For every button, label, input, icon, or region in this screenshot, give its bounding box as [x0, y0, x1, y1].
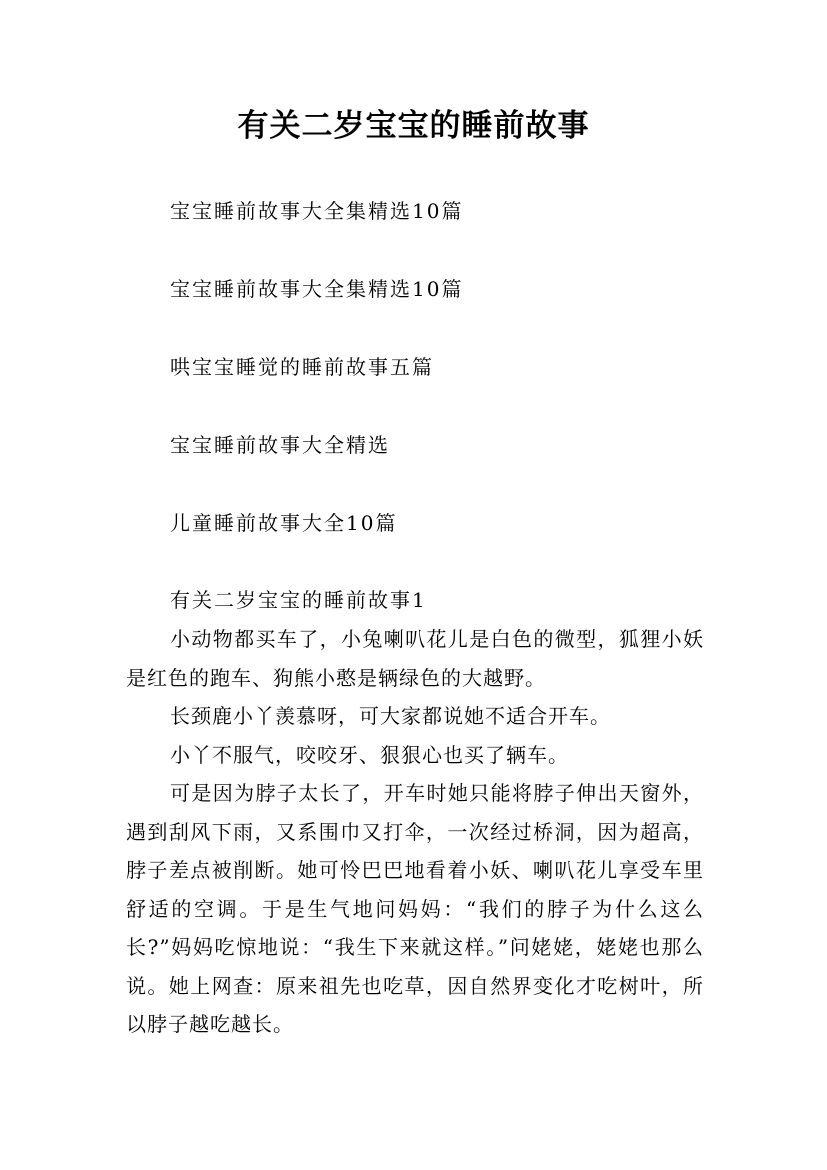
toc-item: 宝宝睡前故事大全精选	[170, 433, 390, 457]
story-paragraph: 小动物都买车了，小兔喇叭花儿是白色的微型，狐狸小妖是红色的跑车、狗熊小憨是辆绿色的大越野。	[126, 627, 704, 690]
story-paragraph: 长颈鹿小丫羡慕呀，可大家都说她不适合开车。	[170, 704, 611, 728]
table-of-contents	[170, 196, 463, 586]
story-body	[126, 620, 704, 1044]
toc-item: 宝宝睡前故事大全集精选10篇	[170, 277, 464, 301]
story-paragraph: 小丫不服气，咬咬牙、狠狠心也买了辆车。	[170, 742, 569, 767]
toc-item: 宝宝睡前故事大全集精选10篇	[170, 199, 464, 223]
story-heading: 有关二岁宝宝的睡前故事1	[170, 588, 427, 612]
toc-item: 儿童睡前故事大全10篇	[170, 511, 398, 535]
toc-item: 哄宝宝睡觉的睡前故事五篇	[170, 355, 434, 379]
document-title: 有关二岁宝宝的睡前故事	[237, 108, 590, 144]
story-paragraph: 可是因为脖子太长了，开车时她只能将脖子伸出天窗外，遇到刮风下雨，又系围巾又打伞，一次经过桥洞，因为超高，脖子差点被削断。她可怜巴巴地看着小妖、喇叭花儿享受车里舒适的空调。于是生气地问妈妈：“我们的脖子为什么这么长?”妈妈吃惊地说：“我生下来就这样。”问姥姥，姥姥也那么说。她上网查：原来祖先也吃草，因自然界变化才吃树叶，所以脖子越吃越长。	[126, 781, 704, 1036]
